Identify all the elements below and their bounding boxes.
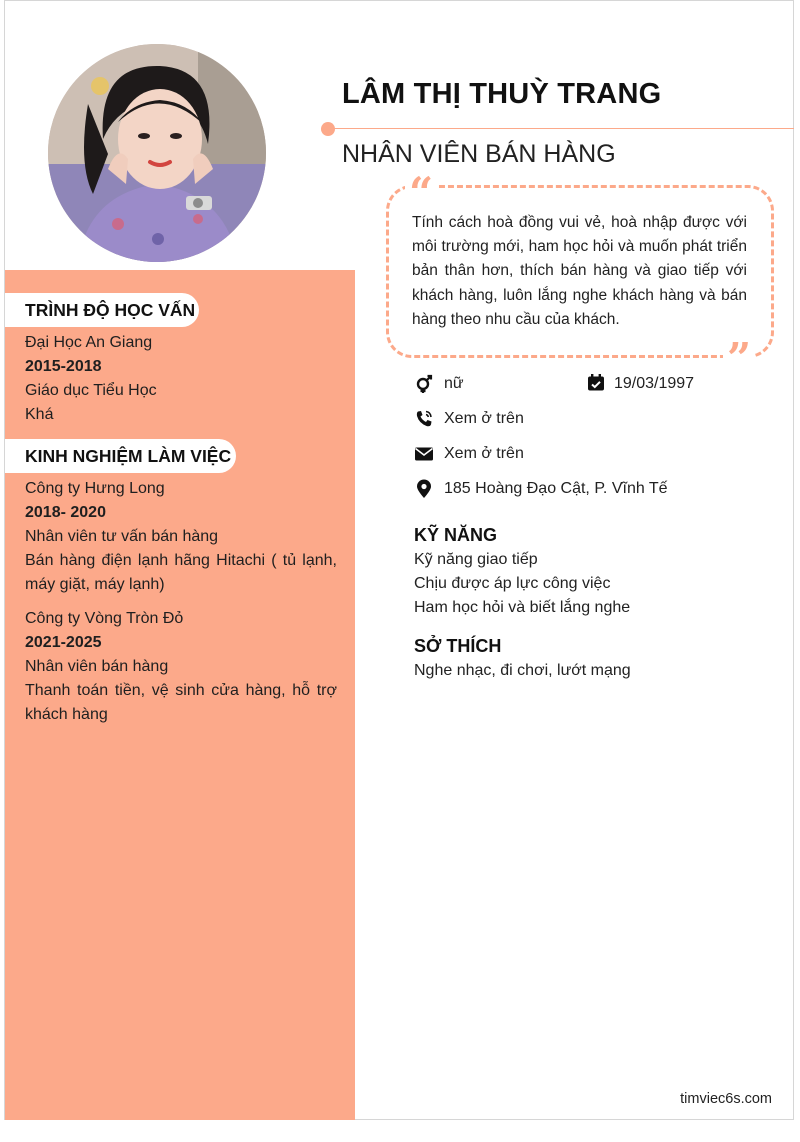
email-value: Xem ở trên	[444, 445, 524, 462]
hobbies-heading: SỞ THÍCH	[414, 636, 502, 656]
education-period: 2015-2018	[25, 358, 102, 375]
education-heading: TRÌNH ĐỘ HỌC VẤN	[5, 293, 199, 327]
address-value: 185 Hoàng Đạo Cật, P. Vĩnh Tế	[444, 480, 668, 497]
experience-period: 2018- 2020	[25, 504, 106, 521]
summary-text: Tính cách hoà đồng vui vẻ, hoà nhập được với môi trường mới, ham học hỏi và muốn phát triển bản thân hơn, thích bán hàng và giao tiếp với khách hàng, luôn lắng nghe khách hàng và bán hàng theo nhu cầu của khách.	[412, 214, 747, 328]
education-school: Đại Học An Giang	[25, 334, 153, 351]
calendar-icon	[586, 373, 606, 393]
education-major: Giáo dục Tiểu Học	[25, 382, 157, 399]
portrait-photo	[48, 44, 266, 262]
open-quote-icon: “	[405, 172, 437, 214]
skills-heading: KỸ NĂNG	[414, 525, 498, 545]
experience-heading: KINH NGHIỆM LÀM VIỆC	[5, 439, 236, 473]
candidate-name: LÂM THỊ THUỲ TRANG	[342, 78, 662, 110]
title-divider	[332, 128, 794, 129]
avatar	[48, 44, 266, 262]
footer-site-link[interactable]: timviec6s.com	[680, 1091, 772, 1107]
experience-role: Nhân viên tư vấn bán hàng	[25, 528, 219, 545]
experience-description: Thanh toán tiền, vệ sinh cửa hàng, hỗ trợ khách hàng	[25, 682, 337, 723]
title-accent-dot	[321, 122, 335, 136]
skill-item: Chịu được áp lực công việc	[414, 575, 611, 592]
experience-company: Công ty Hưng Long	[25, 480, 165, 497]
gender-icon	[414, 374, 434, 394]
gender-value: nữ	[444, 375, 464, 392]
experience-description: Bán hàng điện lạnh hãng Hitachi ( tủ lạnh, máy giặt, máy lạnh)	[25, 552, 337, 593]
education-grade: Khá	[25, 406, 54, 423]
skill-item: Kỹ năng giao tiếp	[414, 551, 538, 568]
job-title: NHÂN VIÊN BÁN HÀNG	[342, 140, 616, 168]
envelope-icon	[414, 444, 434, 464]
experience-role: Nhân viên bán hàng	[25, 658, 169, 675]
experience-period: 2021-2025	[25, 634, 102, 651]
close-quote-icon: ”	[723, 338, 755, 380]
skill-item: Ham học hỏi và biết lắng nghe	[414, 599, 631, 616]
hobbies-text: Nghe nhạc, đi chơi, lướt mạng	[414, 662, 631, 679]
experience-company: Công ty Vòng Tròn Đỏ	[25, 610, 184, 627]
location-pin-icon	[414, 479, 434, 499]
phone-icon	[414, 409, 434, 429]
birthday-value: 19/03/1997	[614, 375, 695, 392]
phone-value: Xem ở trên	[444, 410, 524, 427]
